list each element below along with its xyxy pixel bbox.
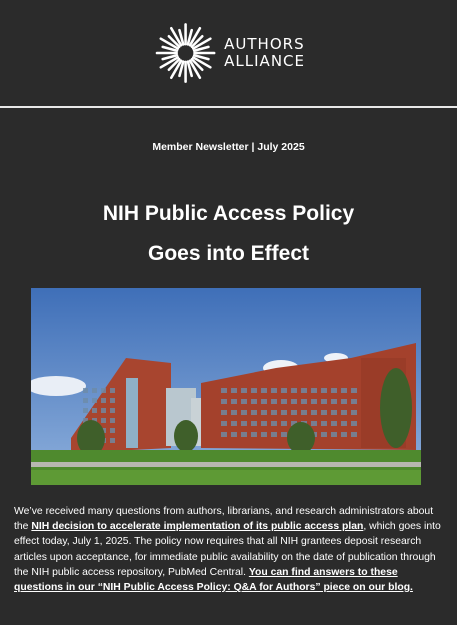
window: [241, 421, 247, 426]
window: [110, 438, 115, 443]
window: [261, 399, 267, 404]
nih-decision-link[interactable]: NIH decision to accelerate implementation of its public access plan: [31, 521, 364, 533]
header-divider: [0, 106, 457, 108]
window: [331, 410, 337, 415]
newsletter-eyebrow: Member Newsletter | July 2025: [152, 141, 305, 153]
window: [241, 388, 247, 393]
window: [271, 399, 277, 404]
window: [221, 421, 227, 426]
window: [341, 410, 347, 415]
window: [241, 432, 247, 437]
window: [251, 421, 257, 426]
article-title: [20, 194, 437, 274]
window: [341, 399, 347, 404]
window: [321, 399, 327, 404]
logo-wordmark: [224, 36, 305, 70]
window: [221, 432, 227, 437]
window: [101, 408, 106, 413]
newsletter-header: [0, 0, 457, 106]
window: [271, 432, 277, 437]
window: [351, 399, 357, 404]
article-text-2: , which goes into effect today, July 1, 2025. The policy now requires that all NIH grantees deposit research articles upon acceptance, for immediate public availability on the date of publication through the NIH public access repository, PubMed Central.: [14, 521, 441, 578]
window: [311, 421, 317, 426]
article-body: [14, 504, 444, 595]
window: [281, 388, 287, 393]
window: [331, 399, 337, 404]
window: [110, 418, 115, 423]
road: [31, 462, 421, 467]
window: [301, 410, 307, 415]
window: [351, 432, 357, 437]
qa-blog-link[interactable]: You can find answers to these questions in our “NIH Public Access Policy: Q&A for Authors” piece on our blog.: [14, 566, 413, 594]
window: [231, 410, 237, 415]
hero-illustration: [31, 288, 421, 485]
window: [331, 388, 337, 393]
window: [291, 410, 297, 415]
article-text-1: We’ve received many questions from authors, librarians, and research administrators about the: [14, 506, 434, 533]
window: [231, 399, 237, 404]
window: [301, 399, 307, 404]
window: [261, 410, 267, 415]
window: [311, 410, 317, 415]
window: [241, 410, 247, 415]
window: [251, 399, 257, 404]
window: [92, 398, 97, 403]
window: [251, 410, 257, 415]
window: [271, 421, 277, 426]
window: [271, 388, 277, 393]
window: [291, 388, 297, 393]
window: [110, 428, 115, 433]
window: [92, 408, 97, 413]
window: [321, 432, 327, 437]
window: [231, 421, 237, 426]
window: [101, 418, 106, 423]
window: [83, 408, 88, 413]
window: [341, 432, 347, 437]
tree: [380, 368, 412, 448]
window: [311, 399, 317, 404]
window: [341, 388, 347, 393]
window: [261, 388, 267, 393]
logo-line-2: ALLIANCE: [224, 52, 305, 70]
window: [351, 388, 357, 393]
window: [341, 421, 347, 426]
window: [321, 421, 327, 426]
window: [83, 398, 88, 403]
window: [281, 421, 287, 426]
window: [281, 399, 287, 404]
window: [291, 399, 297, 404]
window: [251, 432, 257, 437]
window: [231, 432, 237, 437]
window: [221, 399, 227, 404]
window: [261, 432, 267, 437]
sunburst-logo-icon: [155, 22, 216, 84]
window: [321, 388, 327, 393]
window: [321, 410, 327, 415]
building-left-glass: [126, 378, 138, 448]
window: [241, 399, 247, 404]
window: [231, 388, 237, 393]
authors-alliance-logo[interactable]: [155, 20, 305, 86]
window: [281, 432, 287, 437]
window: [221, 388, 227, 393]
window: [110, 398, 115, 403]
window: [92, 388, 97, 393]
tree: [287, 422, 315, 454]
window: [351, 410, 357, 415]
tree: [174, 420, 198, 452]
window: [351, 421, 357, 426]
window: [101, 388, 106, 393]
window: [110, 388, 115, 393]
window: [311, 388, 317, 393]
nih-building-photo: [31, 288, 421, 485]
window: [101, 398, 106, 403]
lawn-front: [31, 470, 421, 485]
window: [83, 388, 88, 393]
window: [221, 410, 227, 415]
article-title-line-2: Goes into Effect: [147, 242, 310, 265]
window: [301, 388, 307, 393]
logo-line-1: AUTHORS: [224, 35, 305, 53]
window: [251, 388, 257, 393]
window: [331, 421, 337, 426]
window: [331, 432, 337, 437]
article-title-line-1: NIH Public Access Policy: [102, 202, 355, 225]
window: [261, 421, 267, 426]
window: [271, 410, 277, 415]
window: [281, 410, 287, 415]
window: [110, 408, 115, 413]
